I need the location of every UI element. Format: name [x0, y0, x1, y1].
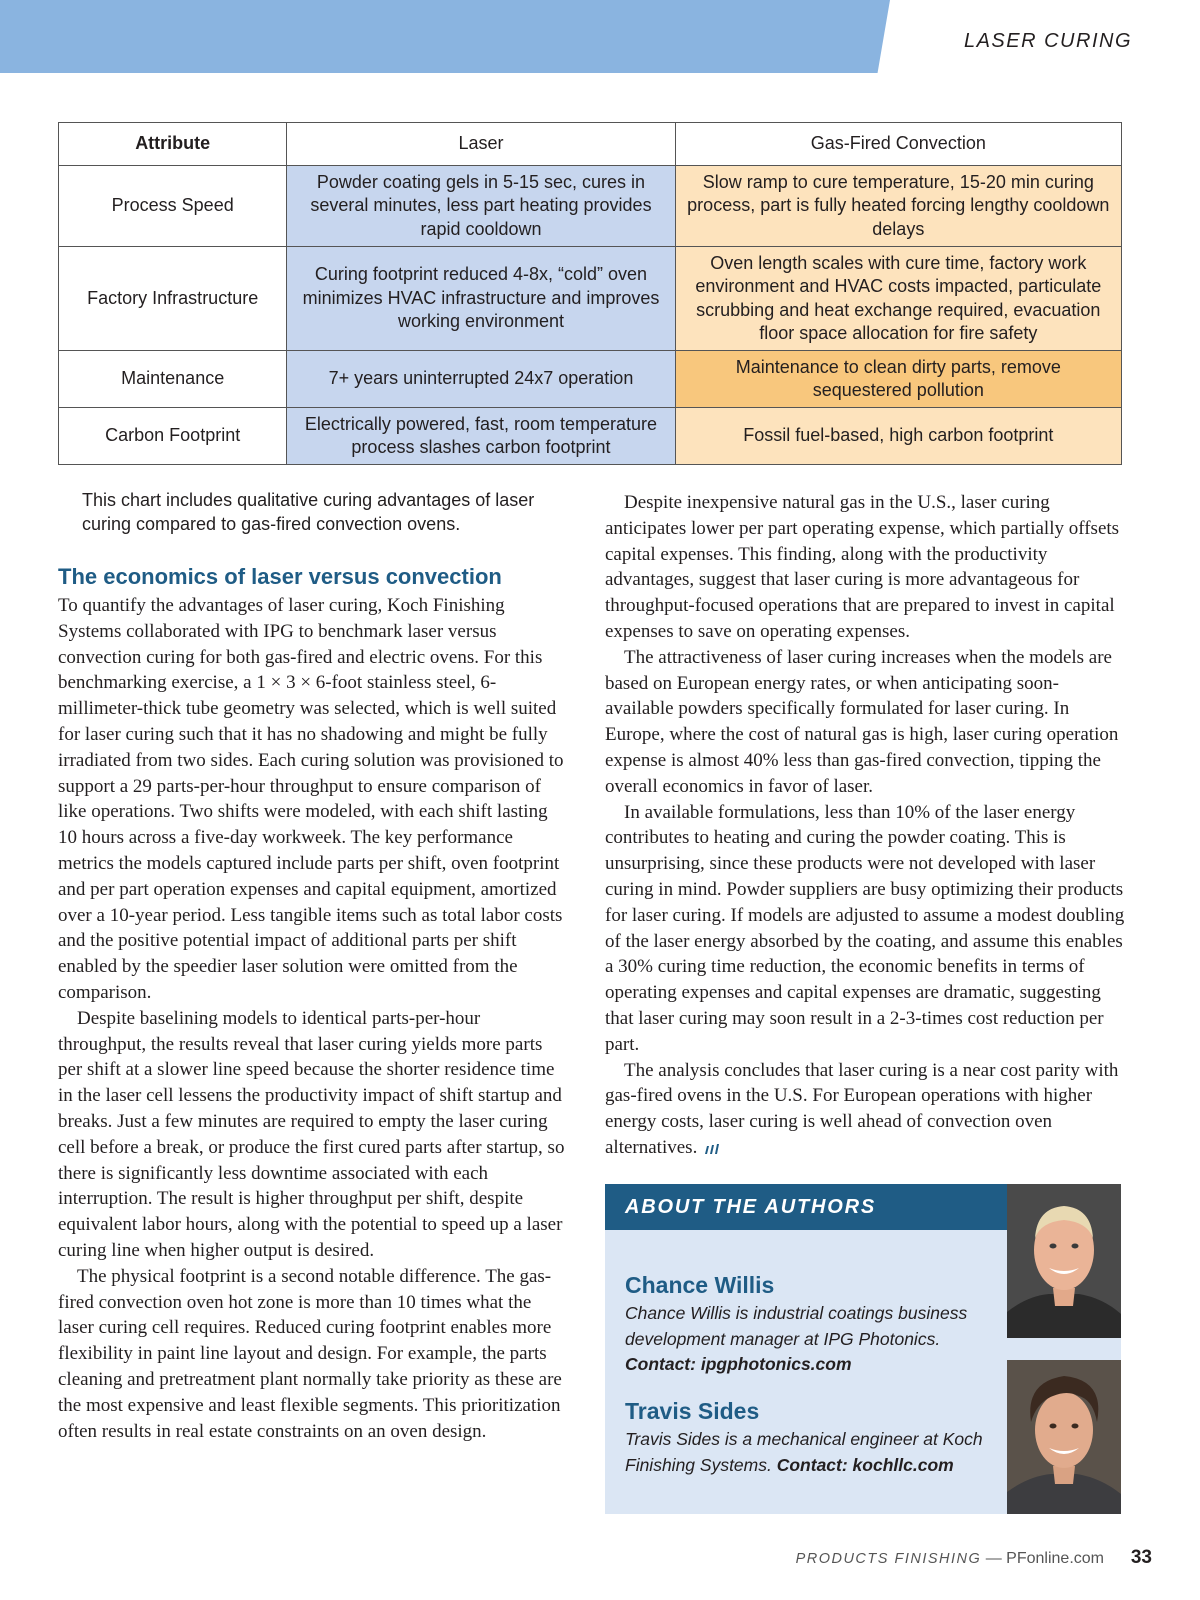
gas-cell: Fossil fuel-based, high carbon footprint — [675, 408, 1121, 465]
table-caption: This chart includes qualitative curing advantages of laser curing compared to gas-fired convection ovens. — [82, 490, 535, 534]
attribute-cell: Maintenance — [59, 351, 287, 408]
table-row — [59, 408, 1122, 465]
authors-header — [605, 1184, 1007, 1230]
laser-cell: 7+ years uninterrupted 24x7 operation — [287, 351, 675, 408]
authors-title: ABOUT THE AUTHORS — [625, 1196, 876, 1218]
paragraph: Despite inexpensive natural gas in the U.S., laser curing anticipates lower per part operating expense, which partially offsets capital expenses. This finding, along with the productivity advantages, suggest that laser curing is more advantageous for throughput-focused operations that are prepared to invest in capital expenses to save on operating expenses. — [605, 492, 1120, 642]
site-name: PFonline.com — [1006, 1550, 1104, 1567]
article-right-column — [605, 490, 1125, 1161]
table-row — [59, 247, 1122, 351]
laser-cell: Powder coating gels in 5-15 sec, cures in several minutes, less part heating provides rapid cooldown — [287, 166, 675, 247]
header-band — [0, 0, 890, 73]
paragraph — [605, 1058, 1125, 1161]
col-header-laser: Laser — [287, 123, 675, 166]
portrait-icon — [1007, 1184, 1121, 1338]
comparison-table — [58, 122, 1122, 465]
footer — [796, 1550, 1104, 1568]
laser-cell: Curing footprint reduced 4-8x, “cold” oven minimizes HVAC infrastructure and improves working environment — [287, 247, 675, 351]
author-bio — [625, 1427, 995, 1478]
gas-cell: Oven length scales with cure time, factory work environment and HVAC costs impacted, particulate scrubbing and heat exchange required, evacuation floor space allocation for fire safety — [675, 247, 1121, 351]
attribute-cell: Carbon Footprint — [59, 408, 287, 465]
attribute-cell: Factory Infrastructure — [59, 247, 287, 351]
attribute-cell: Process Speed — [59, 166, 287, 247]
article-left-column — [58, 593, 568, 1444]
gas-cell: Slow ramp to cure temperature, 15-20 min curing process, part is fully heated forcing lengthy cooldown delays — [675, 166, 1121, 247]
paragraph: The physical footprint is a second notable difference. The gas-fired convection oven hot zone is more than 10 times what the laser curing cell requires. Reduced curing footprint enables more flexibility in paint line layout and design. For example, the parts cleaning and pretreatment plant normally take priority as these are the most expensive and least flexible segments. This prioritization often results in real estate constraints on an oven design. — [58, 1265, 562, 1442]
author-photo-travis-sides — [1007, 1360, 1121, 1514]
table-header-row — [59, 123, 1122, 166]
author-photo-chance-willis — [1007, 1184, 1121, 1338]
col-header-attribute: Attribute — [59, 123, 287, 166]
end-mark-icon — [703, 1144, 719, 1154]
about-the-authors — [605, 1184, 1121, 1514]
footer-separator: — — [985, 1550, 1002, 1567]
page-number: 33 — [1130, 1547, 1152, 1568]
portrait-icon — [1007, 1360, 1121, 1514]
author-name: Chance Willis — [625, 1272, 775, 1298]
paragraph: In available formulations, less than 10% of the laser energy contributes to heating and curing the powder coating. This is unsurprising, since these products were not developed with laser curing in mind. Powder suppliers are busy optimizing their products for laser curing. If models are adjusted to assume a modest doubling of the laser energy absorbed by the coating, and assume this enables a 30% curing time reduction, the economic benefits in terms of operating expenses and capital expenses are dramatic, suggesting that laser curing may soon result in a 2-3-times cost reduction per part. — [605, 801, 1125, 1055]
author-bio — [625, 1301, 995, 1378]
paragraph: The attractiveness of laser curing increases when the models are based on European energy rates, or when anticipating soon-available powders specifically formulated for laser curing. In Europe, where the cost of natural gas is high, laser curing operation expense is almost 40% less than gas-fired convection, tipping the overall economics in favor of laser. — [605, 646, 1119, 797]
table-row — [59, 166, 1122, 247]
paragraph-text: The analysis concludes that laser curing is a near cost parity with gas-fired ovens in the U.S. For European operations with higher energy costs, laser curing is well ahead of convection oven alternatives. — [605, 1059, 1119, 1158]
author-bio-text: Travis Sides is a mechanical engineer at Koch Finishing Systems. — [625, 1429, 983, 1475]
gas-cell: Maintenance to clean dirty parts, remove sequestered pollution — [675, 351, 1121, 408]
author-name: Travis Sides — [625, 1398, 760, 1424]
author-contact: Contact: kochllc.com — [776, 1454, 954, 1475]
paragraph: To quantify the advantages of laser curing, Koch Finishing Systems collaborated with IPG to benchmark laser versus convection curing for both gas-fired and electric ovens. For this benchmarking exercise, a 1 × 3 × 6-foot stainless steel, 6-millimeter-thick tube geometry was selected, which is well suited for laser curing such that it has no shadowing and might be fully irradiated from two sides. Each curing solution was provisioned to support a 29 parts-per-hour throughput to ensure comparison of like operations. Two shifts were modeled, with each shift lasting 10 hours across a five-day workweek. The key performance metrics the models captured include parts per shift, oven footprint and per part operation expenses and capital equipment, amortized over a 10-year period. Less tangible items such as total labor costs and the positive potential impact of additional parts per shift enabled by the speedier laser solution were omitted from the comparison. — [58, 595, 564, 1003]
magazine-name: PRODUCTS FINISHING — [795, 1551, 982, 1567]
author-bio-text: Chance Willis is industrial coatings business development manager at IPG Photonics. — [625, 1303, 968, 1349]
article-subhead: The economics of laser versus convection — [58, 564, 502, 589]
laser-cell: Electrically powered, fast, room temperature process slashes carbon footprint — [287, 408, 675, 465]
author-contact: Contact: ipgphotonics.com — [625, 1354, 852, 1374]
section-label: LASER CURING — [963, 30, 1132, 52]
col-header-gas: Gas-Fired Convection — [675, 123, 1121, 166]
paragraph: Despite baselining models to identical parts-per-hour throughput, the results reveal that laser curing yields more parts per shift at a slower line speed because the shorter residence time in the laser cell lessens the productivity impact of shift startup and breaks. Just a few minutes are required to empty the laser curing cell before a break, or produce the first cured parts after startup, so there is significantly less downtime associated with each interruption. The result is higher throughput per shift, despite equivalent labor hours, along with the potential to speed up a laser curing line when higher output is desired. — [58, 1007, 565, 1261]
table-row — [59, 351, 1122, 408]
